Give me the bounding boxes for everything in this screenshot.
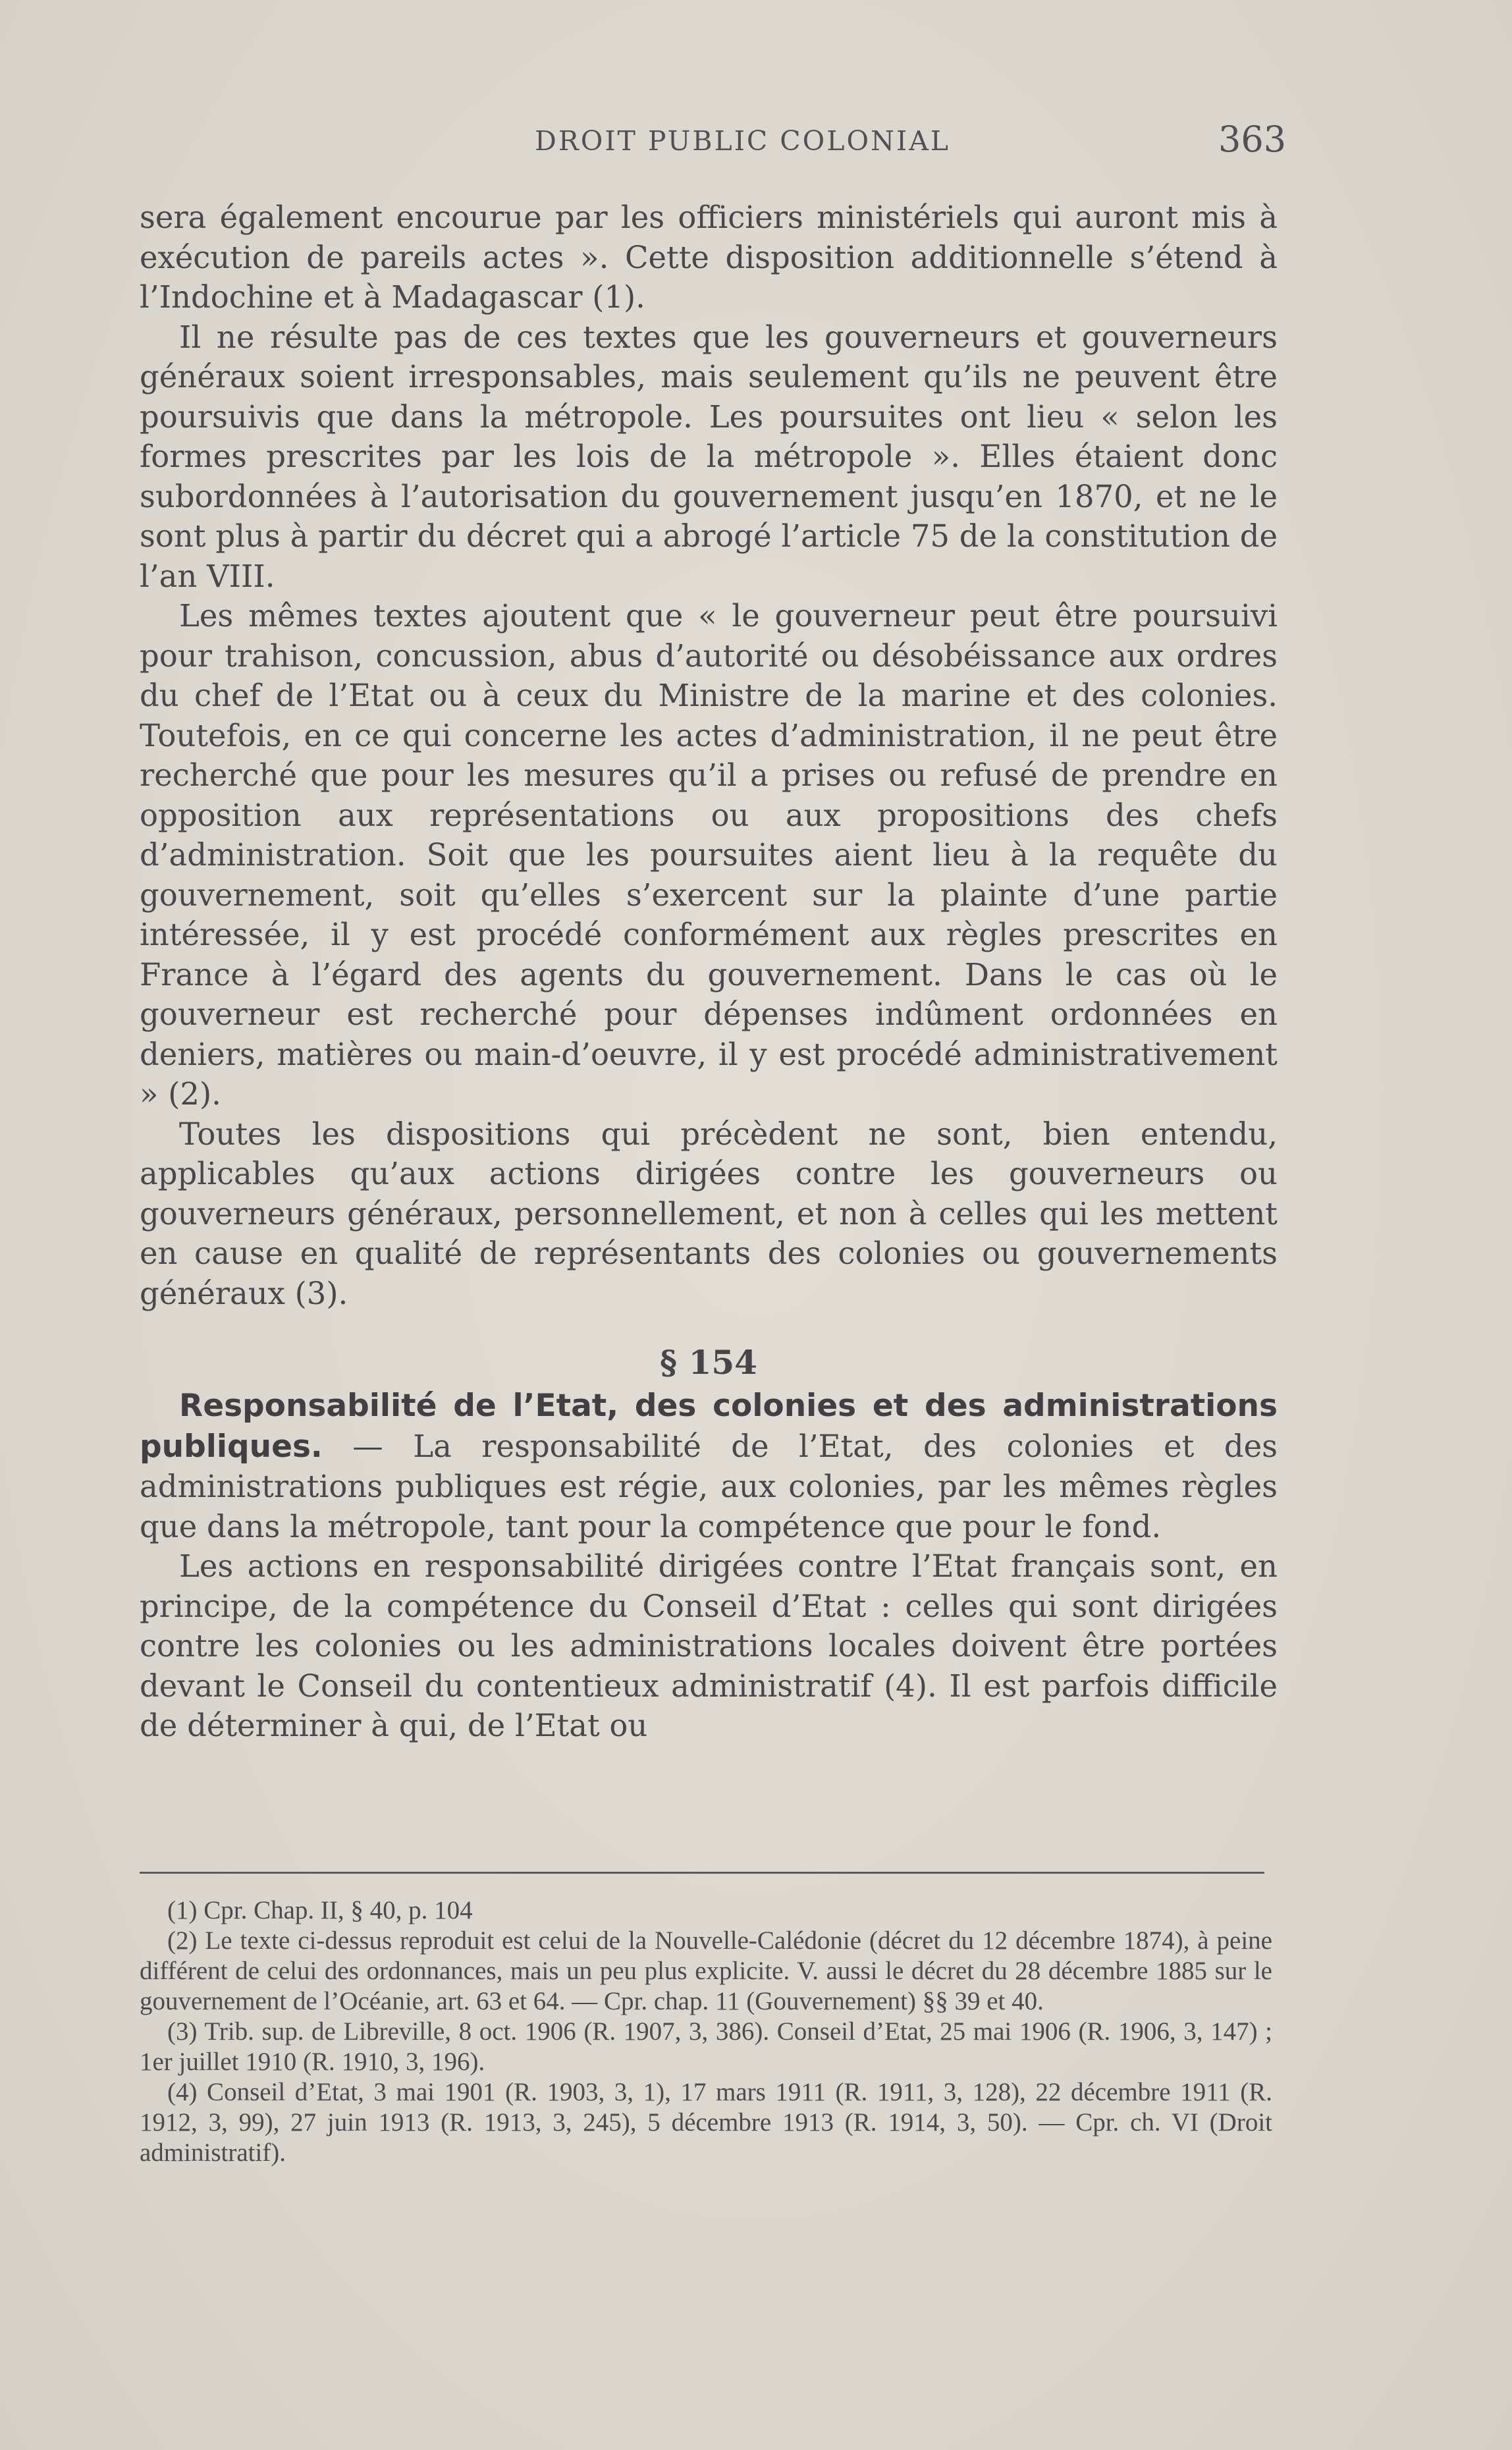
footnote-4: (4) Conseil d’Etat, 3 mai 1901 (R. 1903, 3, 1), 17 mars 1911 (R. 1911, 3, 128), 22 décembre 1911 (R. 1912, 3, 99), 27 juin 1913 (R. 1913, 3, 245), 5 décembre 1913 (R. 1914, 3, 50). — Cpr. ch. VI (Droit administratif). bbox=[140, 2078, 1272, 2167]
body-text bbox=[140, 198, 1278, 1746]
running-title: DROIT PUBLIC COLONIAL bbox=[535, 125, 951, 157]
section-heading: Responsabilité de l’Etat, des colonies et des administrations publiques. bbox=[140, 1388, 1278, 1465]
paragraph-jurisdiction: Les actions en responsabilité dirigées contre l’Etat français sont, en principe, de la compétence du Conseil d’Etat : celles qui sont dirigées contre les colonies ou les administrations locales doivent être portées devant le Conseil du contentieux administratif (4). Il est parfois difficile de déterminer à qui, de l’Etat ou bbox=[140, 1548, 1278, 1743]
section-heading-paragraph bbox=[140, 1386, 1278, 1546]
footnotes bbox=[140, 1895, 1272, 2168]
paragraph-responsibility: Il ne résulte pas de ces textes que les gouverneurs et gouverneurs généraux soient irresponsables, mais seulement qu’ils ne peuvent être poursuivis que dans la métropole. Les poursuites ont lieu « selon les formes prescrites par les lois de la métropole ». Elles étaient donc subordonnées à l’autorisation du gouvernement jusqu’en 1870, et ne le sont plus à partir du décret qui a abrogé l’article 75 de la constitution de l’an VIII. bbox=[140, 319, 1278, 594]
page-number: 363 bbox=[1218, 119, 1287, 160]
paragraph-prosecution: Les mêmes textes ajoutent que « le gouverneur peut être poursuivi pour trahison, concussion, abus d’autorité ou désobéissance aux ordres du chef de l’Etat ou à ceux du Ministre de la marine et des colonies. Toutefois, en ce qui concerne les actes d’administration, il ne peut être recherché que pour les mesures qu’il a prises ou refusé de prendre en opposition aux représentations ou aux propositions des chefs d’administration. Soit que les poursuites aient lieu à la requête du gouvernement, soit qu’elles s’exercent sur la plainte d’une partie intéressée, il y est procédé conformément aux règles prescrites en France à l’égard des agents du gouvernement. Dans le cas où le gouverneur est recherché pour dépenses indûment ordonnées en deniers, matières ou main-d’oeuvre, il y est procédé administrativement » (2). bbox=[140, 598, 1278, 1112]
section-heading-text: — La responsabilité de l’Etat, des colonies et des administrations publiques est régie, aux colonies, par les mêmes règles que dans la métropole, tant pour la compétence que pour le fond. bbox=[140, 1428, 1278, 1544]
paragraph-continuation: sera également encourue par les officiers ministériels qui auront mis à exécution de pareils actes ». Cette disposition additionnelle s’étend à l’Indochine et à Madagascar (1). bbox=[140, 200, 1278, 315]
footnote-divider bbox=[140, 1872, 1264, 1874]
running-head bbox=[0, 119, 1512, 171]
footnote-3: (3) Trib. sup. de Libreville, 8 oct. 1906 (R. 1907, 3, 386). Conseil d’Etat, 25 mai 1906 (R. 1906, 3, 147) ; 1er juillet 1910 (R. 1910, 3, 196). bbox=[140, 2017, 1272, 2076]
footnote-2: (2) Le texte ci-dessus reproduit est celui de la Nouvelle-Calédonie (décret du 12 décembre 1874), à peine différent de celui des ordonnances, mais un peu plus explicite. V. aussi le décret du 28 décembre 1885 sur le gouvernement de l’Océanie, art. 63 et 64. — Cpr. chap. 11 (Gouvernement) §§ 39 et 40. bbox=[140, 1926, 1272, 2015]
paragraph-scope: Toutes les dispositions qui précèdent ne sont, bien entendu, applicables qu’aux actions dirigées contre les gouverneurs ou gouverneurs généraux, personnellement, et non à celles qui les mettent en cause en qualité de représentants des colonies ou gouvernements généraux (3). bbox=[140, 1116, 1278, 1311]
section-number: § 154 bbox=[660, 1343, 757, 1382]
footnote-1: (1) Cpr. Chap. II, § 40, p. 104 bbox=[167, 1896, 473, 1924]
